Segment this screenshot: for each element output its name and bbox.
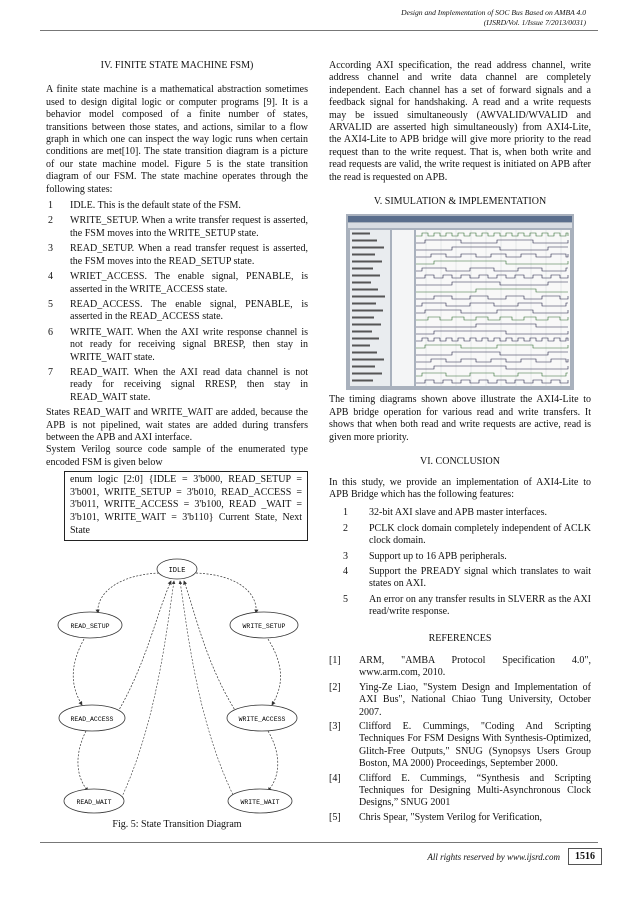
state-number: 2 (48, 215, 53, 227)
feature-number: 3 (343, 550, 348, 562)
state-list (46, 200, 308, 404)
transition-write-access-idle (184, 581, 238, 715)
section-4-title: IV. FINITE STATE MACHINE FSM) (100, 60, 254, 71)
state-number: 6 (48, 326, 53, 338)
feature-number: 2 (343, 522, 348, 534)
reference-text: ARM, "AMBA Protocol Specification 4.0", www.arm.com, 2010. (359, 654, 591, 679)
state-node-read-wait (64, 789, 124, 813)
transition-idle-write-setup (196, 573, 256, 613)
transition-read-access-idle (116, 581, 171, 715)
state-item (46, 367, 308, 404)
reference-item (329, 773, 591, 810)
state-number: 7 (48, 366, 53, 378)
reference-text: Ying-Ze Liao, "System Design and Implementation of AXI Bus", National Chiao Tung University, October 2007. (359, 681, 591, 718)
state-item (46, 215, 308, 240)
state-label-write-setup: WRITE_SETUP (242, 623, 286, 631)
transition-write-access-wait (268, 731, 278, 791)
state-node-write-setup (230, 612, 298, 638)
reference-item (329, 721, 591, 771)
state-text: WRITE_SETUP. When a write transfer request is asserted, the FSM moves into the WRITE_SETUP state. (70, 215, 308, 239)
state-number: 1 (48, 200, 53, 212)
feature-text: An error on any transfer results in SLVERR as the AXI read/write response. (369, 593, 591, 618)
reference-number: [3] (329, 721, 341, 732)
feature-item (329, 566, 591, 591)
page-footer (427, 848, 602, 865)
state-label-idle: IDLE (168, 567, 186, 576)
transition-idle-read-setup (98, 573, 159, 613)
transition-read-access-wait (78, 731, 88, 791)
references-title: REFERENCES (428, 632, 492, 644)
rights-text: All rights reserved by www.ijsrd.com (427, 851, 560, 862)
running-header (401, 8, 586, 27)
state-node-write-access (227, 705, 297, 731)
feature-number: 1 (343, 507, 348, 519)
timing-description-paragraph: The timing diagrams shown above illustrate the AXI4-Lite to APB bridge operation for various read and write transfers. It shows that when both read and write requests are active, read is given more priority. (329, 394, 591, 443)
conclusion-paragraph: In this study, we provide an implementation of AXI4-Lite to APB Bridge which has the following features: (329, 476, 591, 500)
reference-item (329, 812, 591, 824)
feature-list (329, 507, 591, 618)
state-text: READ_WAIT. When the AXI read data channel is not ready for receiving signal RRESP, then stay in READ_WAIT state. (70, 366, 308, 403)
state-text: READ_ACCESS. The enable signal, PENABLE, is asserted in the READ_ACCESS state. (70, 298, 308, 323)
figure-5-caption: Fig. 5: State Transition Diagram (112, 819, 242, 831)
state-label-read-access: READ_ACCESS (70, 716, 114, 724)
state-item (46, 299, 308, 324)
state-text: WRIET_ACCESS. The enable signal, PENABLE, is asserted in the WRITE_ACCESS state. (70, 271, 308, 295)
code-intro-paragraph: System Verilog source code sample of the enumerated type encoded FSM is given below (46, 444, 308, 468)
state-item (46, 327, 308, 364)
feature-text: Support up to 16 APB peripherals. (369, 550, 507, 562)
header-rule (40, 30, 598, 31)
state-node-idle (157, 559, 197, 579)
reference-number: [5] (329, 811, 341, 823)
feature-item (329, 523, 591, 548)
state-item (46, 271, 308, 296)
feature-text: PCLK clock domain completely independent of ACLK clock domain. (369, 522, 591, 547)
state-number: 4 (48, 271, 53, 283)
transition-write-wait-idle (180, 581, 236, 801)
feature-text: 32-bit AXI slave and APB master interfaces. (369, 507, 548, 519)
feature-item (329, 507, 591, 519)
reference-item (329, 682, 591, 719)
state-node-read-access (59, 705, 125, 731)
state-transition-diagram (46, 555, 308, 817)
feature-text: Support the PREADY signal which translates to wait states on AXI. (369, 565, 591, 590)
wait-states-paragraph: States READ_WAIT and WRITE_WAIT are added, because the APB is not pipelined, wait states are added during transfers between the APB and AXI interface. (46, 407, 308, 443)
code-sample-box: enum logic [2:0] {IDLE = 3'b000, READ_SETUP = 3'b001, WRITE_SETUP = 3'b010, READ_ACCESS = 3'b011, WRITE_ACCESS = 3'b100, READ _WAIT = 3'b101, WRITE_WAIT = 3'b110} Current State, Next State (64, 471, 308, 541)
feature-item (329, 551, 591, 563)
state-node-write-wait (228, 789, 292, 813)
left-column (46, 60, 308, 832)
fsm-intro-paragraph: A finite state machine is a mathematical abstraction sometimes used to design digital logic or computer programs [9]. It is a behavior model composed of a finite number of states, transitions between those states, and actions, similar to a flow graph in which one can inspect the way logic runs when certain conditions are met[10]. The state transition diagram is a picture of our state machine model. Figure 5 is the state transition diagram of our FSM. The state machine operates through the following states: (46, 84, 308, 195)
state-label-read-setup: READ_SETUP (70, 623, 110, 631)
state-label-write-wait: WRITE_WAIT (240, 799, 280, 807)
reference-number: [2] (329, 681, 341, 693)
reference-text: Chris Spear, "System Verilog for Verification, (359, 811, 543, 823)
axi-channels-paragraph: According AXI specification, the read address channel, write address channel and write data channel are completely independent. Each channel has a set of forward signals and a feedback signal for handshaking. A read and a write requests may be issued simultaneously (AWVALID/WVALID and ARVALID are asserted high simultaneously) from AXI4-Lite, the AXI4-Lite to APB bridge will give more priority to the read request than to the write request. That is, when both write and read requests are valid, the write request is initiated on APB after the read is requested on APB. (329, 60, 591, 183)
state-item (46, 200, 308, 212)
state-text: WRITE_WAIT. When the AXI write response channel is not ready for receiving signal BRESP, then stay in WRITE_WAIT state. (70, 326, 308, 363)
footer-rule (40, 842, 598, 843)
state-label-write-access: WRITE_ACCESS (238, 716, 286, 724)
state-text: READ_SETUP. When a read transfer request is asserted, the FSM moves into the READ_SETUP state. (70, 243, 308, 267)
section-6-title: VI. CONCLUSION (420, 456, 500, 468)
state-label-read-wait: READ_WAIT (76, 799, 112, 807)
feature-item (329, 594, 591, 619)
feature-number: 5 (343, 593, 348, 605)
state-text: IDLE. This is the default state of the FSM. (70, 200, 241, 212)
state-item (46, 243, 308, 268)
header-volume: (IJSRD/Vol. 1/Issue 7/2013/0031) (483, 17, 586, 27)
reference-item (329, 655, 591, 680)
right-column (329, 60, 591, 826)
reference-text: Clifford E. Cummings, “Synthesis and Scripting Techniques for Designing Multi-Asynchronous Clock Designs,” SNUG 2001 (359, 772, 591, 809)
reference-number: [1] (329, 654, 341, 666)
page-number: 1516 (568, 848, 602, 865)
reference-number: [4] (329, 772, 341, 784)
timing-diagram-svg (346, 214, 574, 390)
transition-read-wait-idle (120, 581, 174, 801)
state-number: 5 (48, 298, 53, 310)
reference-list (329, 655, 591, 824)
state-node-read-setup (58, 612, 122, 638)
reference-text: Clifford E. Cummings, "Coding And Scripting Techniques For FSM Designs With Synthesis-Optimized, Glitch-Free Outputs," SNUG (Synopsys Users Group Boston, MA 2000) Proceedings, September 2000. (359, 721, 591, 770)
header-title: Design and Implementation of SOC Bus Based on AMBA 4.0 (401, 8, 586, 17)
state-number: 3 (48, 243, 53, 255)
feature-number: 4 (343, 565, 348, 577)
timing-diagram-image (346, 214, 574, 390)
transition-read-setup-access (73, 639, 84, 705)
section-5-title: V. SIMULATION & IMPLEMENTATION (373, 196, 547, 208)
fsm-diagram-svg (46, 555, 308, 817)
transition-write-setup-access (268, 639, 281, 705)
